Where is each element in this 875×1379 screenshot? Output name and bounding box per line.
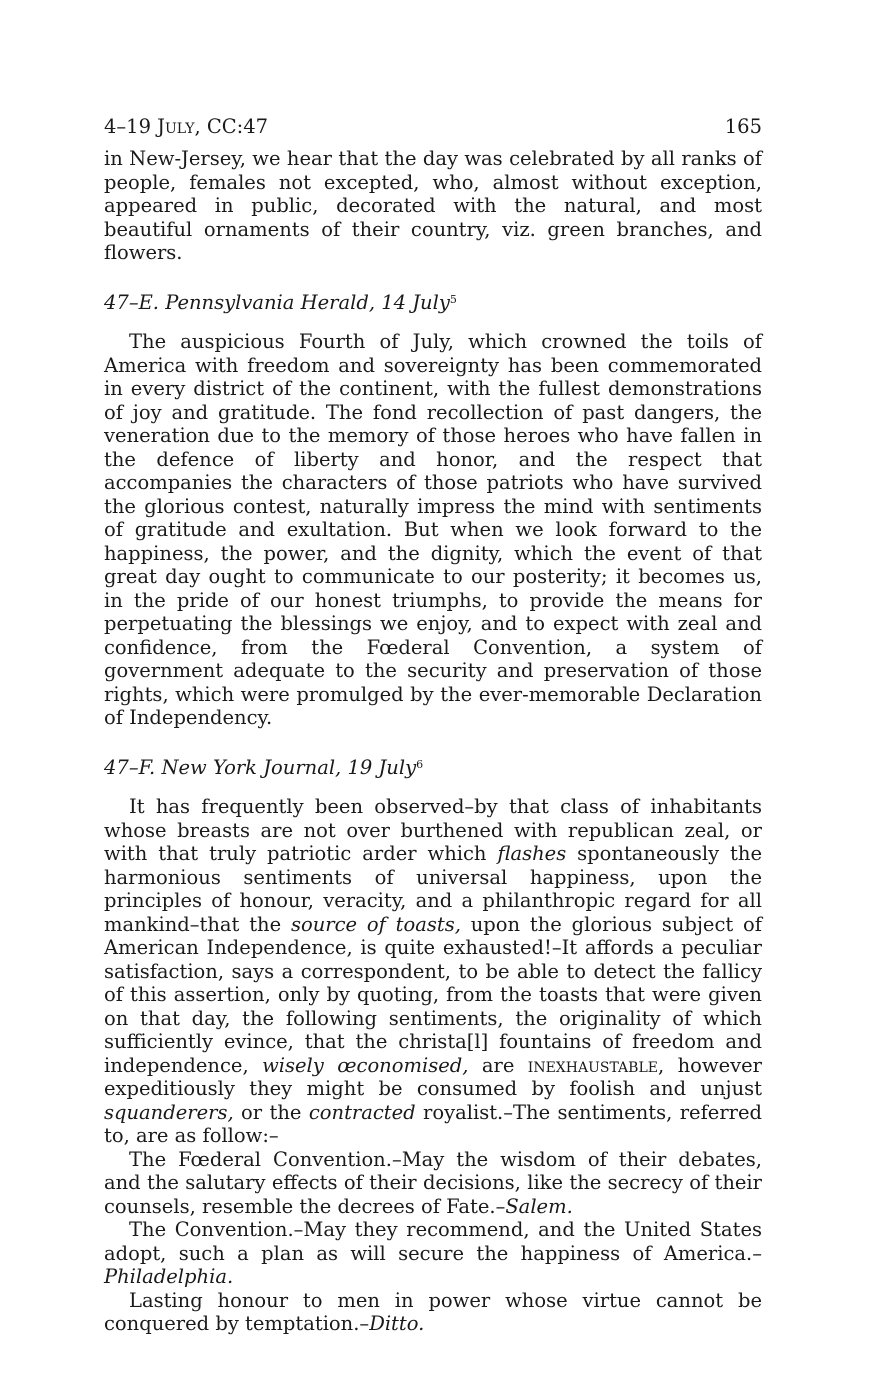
italic-wisely: wisely œconomised, [262, 1053, 469, 1077]
toast-salem [104, 1148, 762, 1219]
running-head [104, 115, 762, 147]
toast-place: Ditto. [369, 1312, 425, 1335]
section-heading-f-text: 47–F. New York Journal, 19 July [104, 755, 417, 779]
running-head-title [104, 115, 268, 138]
toast-text: Lasting honour to men in power whose virtue cannot be conquered by temptation.– [104, 1288, 762, 1335]
month-label: July [157, 115, 195, 138]
journal-paragraph [104, 795, 762, 1148]
toast-text: The Fœderal Convention.–May the wisdom of their debates, and the salutary effects of their decisions, like the secrecy of their counsels, resemble the decrees of Fate.– [104, 1147, 762, 1218]
page-body [104, 147, 762, 1336]
page-number: 165 [724, 115, 762, 138]
italic-squanderers: squanderers, [104, 1100, 234, 1124]
toast-place: Philadelphia. [104, 1265, 234, 1288]
toast-text: The Convention.–May they recommend, and the United States adopt, such a plan as will secure the happiness of America.– [104, 1218, 762, 1265]
document-reference: , CC:47 [194, 115, 269, 138]
small-caps-inexhaustable: inexhaustable [527, 1053, 658, 1077]
text-run: or the [233, 1100, 309, 1124]
continued-paragraph: in New-Jersey, we hear that the day was celebrated by all ranks of people, females not excepted, who, almost without exception, appeared in public, decorated with the natural, and most beautiful ornaments of their country, viz. green branches, and flowers. [104, 147, 762, 264]
italic-source-of-toasts: source of toasts, [290, 912, 461, 936]
section-heading-e-text: 47–E. Pennsylvania Herald, 14 July [104, 290, 450, 314]
toast-ditto [104, 1289, 762, 1336]
text-run: upon the glorious subject of American Independence, is quite exhausted!–It affords a peculiar satisfaction, says a correspondent, to be able to detect the fallicy of this assertion, only by quoting, from the toasts that were given on that day, the following sentiments, the originality of which sufficiently evince, that the christa[l] fountains of freedom and independence, [104, 912, 762, 1077]
book-page [104, 115, 762, 1336]
italic-contracted: contracted [308, 1100, 416, 1124]
text-run: It has frequently been observed–by that class of inhabitants whose breasts are not over burthened with republican zeal, or with that truly patriotic arder which [104, 795, 762, 865]
date-range: 4–19 [104, 115, 158, 138]
toast-philadelphia [104, 1218, 762, 1289]
text-run: royalist.–The sentiments, referred to, are as follow:– [104, 1100, 762, 1147]
toast-place: Salem. [505, 1194, 573, 1218]
text-run: are [468, 1053, 528, 1077]
text-run: , however expeditiously they might be consumed by foolish and unjust [104, 1053, 763, 1100]
footnote-ref-6: 6 [416, 757, 424, 771]
text-run: spontaneously the harmonious sentiments of universal happiness, upon the principles of honour, veracity, and a philanthropic regard for all mankind–that the [104, 842, 762, 936]
section-heading-f [104, 756, 762, 780]
section-heading-e [104, 291, 762, 315]
italic-flashes: flashes [497, 842, 567, 865]
herald-paragraph: The auspicious Fourth of July, which crowned the toils of America with freedom and sovereignty has been commemorated in every district of the continent, with the fullest demonstrations of joy and gratitude. The fond recollection of past dangers, the veneration due to the memory of those heroes who have fallen in the defence of liberty and honor, and the respect that accompanies the characters of those patriots who have survived the glorious contest, naturally impress the mind with sentiments of gratitude and exultation. But when we look forward to the happiness, the power, and the dignity, which the event of that great day ought to communicate to our posterity; it becomes us, in the pride of our honest triumphs, to provide the means for perpetuating the blessings we enjoy, and to expect with zeal and confidence, from the Fœderal Convention, a system of government adequate to the security and preservation of those rights, which were promulged by the ever-memorable Declaration of Independency. [104, 330, 762, 729]
footnote-ref-5: 5 [449, 292, 457, 306]
